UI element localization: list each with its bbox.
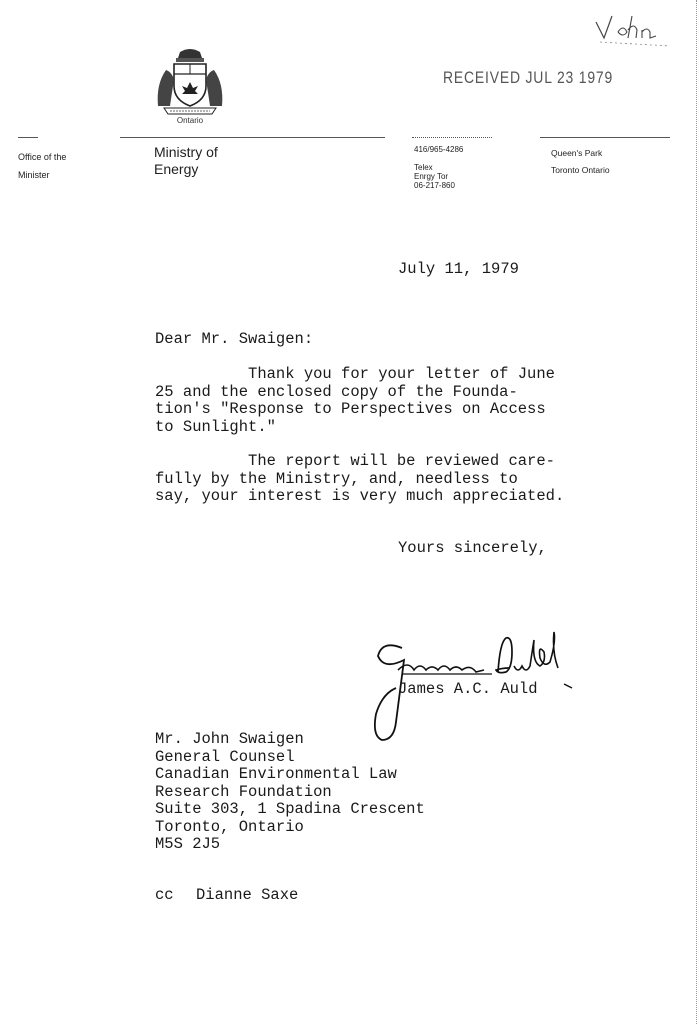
paragraph-line: Thank you for your letter of June (155, 365, 555, 383)
letterhead-rule-telex (412, 137, 492, 138)
office-label-line2: Minister (18, 170, 50, 180)
paragraph-line: to Sunlight." (155, 417, 276, 436)
body-paragraph-1 (155, 366, 555, 436)
recipient-line: Suite 303, 1 Spadina Crescent (155, 800, 425, 818)
letterhead-rule-address (540, 137, 670, 138)
handwritten-initial (590, 8, 680, 48)
letterhead-rule-ministry (120, 137, 385, 138)
office-label-line1: Office of the (18, 152, 67, 162)
page-edge (696, 0, 697, 1024)
salutation: Dear Mr. Swaigen: (155, 330, 314, 348)
telex-line3: 06-217-860 (414, 181, 455, 190)
recipient-line: Mr. John Swaigen (155, 730, 304, 748)
letterhead-rule-left (18, 137, 38, 138)
office-of-minister-label (18, 148, 66, 184)
recipient-address-block (155, 731, 425, 854)
recipient-line: Canadian Environmental Law (155, 765, 397, 783)
body-paragraph-2 (155, 453, 564, 506)
telex-line2: Enrgy Tor (414, 172, 449, 181)
received-stamp: RECEIVED JUL 23 1979 (443, 68, 614, 87)
closing: Yours sincerely, (398, 539, 547, 557)
address-line2: Toronto Ontario (551, 165, 610, 175)
paragraph-line: say, your interest is very much appreciated. (155, 487, 565, 505)
telex-line1: Telex (414, 163, 433, 172)
ontario-coat-of-arms (150, 46, 230, 130)
recipient-line: General Counsel (155, 747, 295, 766)
ministry-line1: Ministry of (154, 144, 218, 160)
paragraph-line: tion's "Response to Perspectives on Access (155, 400, 546, 418)
cc-label: cc (155, 886, 174, 904)
cc-name: Dianne Saxe (196, 886, 299, 904)
recipient-line: M5S 2J5 (155, 835, 221, 853)
coat-of-arms-caption: Ontario (176, 116, 204, 125)
signer-name: James A.C. Auld (398, 680, 538, 698)
paragraph-line: The report will be reviewed care- (155, 452, 555, 470)
letter-date: July 11, 1979 (398, 260, 519, 278)
ministry-name (154, 144, 218, 178)
phone-number: 416/965-4286 (414, 145, 464, 154)
ministry-line2: Energy (154, 161, 199, 177)
contact-block (414, 145, 463, 190)
paragraph-line: 25 and the enclosed copy of the Founda- (155, 382, 518, 401)
recipient-line: Toronto, Ontario (155, 817, 304, 836)
paragraph-line: fully by the Ministry, and, needless to (155, 469, 518, 488)
ministry-address (551, 145, 610, 179)
recipient-line: Research Foundation (155, 782, 332, 801)
address-line1: Queen's Park (551, 148, 603, 158)
